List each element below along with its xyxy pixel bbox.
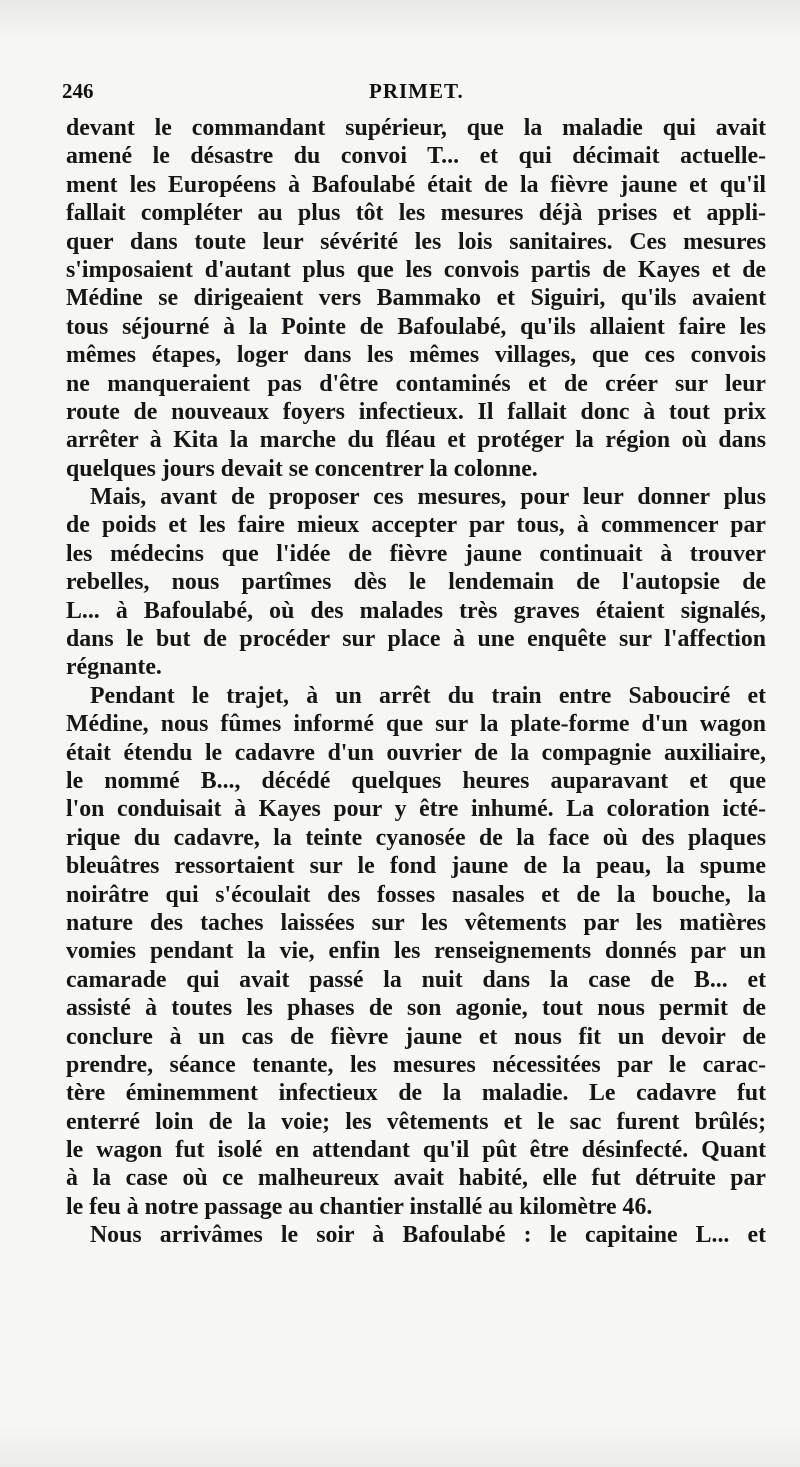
running-title: PRIMET. [369, 79, 464, 103]
text-line: amené le désastre du convoi T... et qui décimait actuelle- [66, 143, 766, 170]
text-line: quelques jours devait se concentrer la colonne. [66, 455, 538, 482]
text-line: rebelles, nous partîmes dès le lendemain de l'autopsie de [66, 569, 766, 596]
text-line: de poids et les faire mieux accepter par tous, à commencer par [66, 512, 766, 539]
text-line: conclure à un cas de fièvre jaune et nous fit un devoir de [66, 1023, 766, 1050]
page-number: 246 [62, 79, 94, 103]
text-line: Médine, nous fûmes informé que sur la plate-forme d'un wagon [66, 711, 766, 738]
text-line: arrêter à Kita la marche du fléau et protéger la région où dans [66, 427, 766, 454]
text-line: L... à Bafoulabé, où des malades très graves étaient signalés, [66, 597, 766, 624]
text-line: devant le commandant supérieur, que la maladie qui avait [66, 115, 766, 141]
body-text [66, 114, 766, 1250]
text-line: Nous arrivâmes le soir à Bafoulabé : le capitaine L... et [90, 1222, 766, 1249]
running-head [62, 79, 762, 109]
text-line: Pendant le trajet, à un arrêt du train entre Sabouciré et [90, 682, 766, 709]
text-line: à la case où ce malheureux avait habité, elle fut détruite par [66, 1165, 766, 1192]
text-line: tous séjourné à la Pointe de Bafoulabé, qu'ils allaient faire les [66, 313, 766, 340]
text-line: bleuâtres ressortaient sur le fond jaune de la peau, la spume [66, 853, 766, 880]
text-line: était étendu le cadavre d'un ouvrier de la compagnie auxiliaire, [66, 739, 766, 766]
text-line: ment les Européens à Bafoulabé était de la fièvre jaune et qu'il [66, 171, 766, 198]
text-line: le nommé B..., décédé quelques heures auparavant et que [66, 767, 766, 794]
text-line: dans le but de procéder sur place à une enquête sur l'affection [66, 626, 766, 653]
text-line: l'on conduisait à Kayes pour y être inhumé. La coloration icté- [66, 796, 766, 823]
text-line: Mais, avant de proposer ces mesures, pour leur donner plus [90, 484, 766, 511]
text-line: route de nouveaux foyers infectieux. Il fallait donc à tout prix [66, 398, 766, 425]
text-line: tère éminemment infectieux de la maladie. Le cadavre fut [66, 1080, 766, 1107]
text-line: prendre, séance tenante, les mesures nécessitées par le carac- [66, 1051, 766, 1078]
text-line: rique du cadavre, la teinte cyanosée de la face où des plaques [66, 824, 766, 851]
text-line: nature des taches laissées sur les vêtements par les matières [66, 909, 766, 936]
text-line: le feu à notre passage au chantier installé au kilomètre 46. [66, 1193, 653, 1220]
text-line: le wagon fut isolé en attendant qu'il pût être désinfecté. Quant [66, 1137, 766, 1164]
text-line: s'imposaient d'autant plus que les convois partis de Kayes et de [66, 256, 766, 283]
text-line: mêmes étapes, loger dans les mêmes villages, que ces convois [66, 342, 766, 369]
text-line: noirâtre qui s'écoulait des fosses nasales et de la bouche, la [66, 881, 766, 908]
text-line: assisté à toutes les phases de son agonie, tout nous permit de [66, 995, 766, 1022]
text-line: camarade qui avait passé la nuit dans la case de B... et [66, 966, 766, 993]
text-line: régnante. [66, 654, 162, 681]
text-line: Médine se dirigeaient vers Bammako et Siguiri, qu'ils avaient [66, 285, 766, 312]
text-line: ne manqueraient pas d'être contaminés et de créer sur leur [66, 370, 766, 397]
text-line: fallait compléter au plus tôt les mesures déjà prises et appli- [66, 200, 766, 227]
text-line: quer dans toute leur sévérité les lois sanitaires. Ces mesures [66, 228, 766, 255]
text-line: vomies pendant la vie, enfin les renseignements donnés par un [66, 938, 766, 965]
text-line: les médecins que l'idée de fièvre jaune continuait à trouver [66, 540, 766, 567]
text-line: enterré loin de la voie; les vêtements et le sac furent brûlés; [66, 1108, 766, 1135]
